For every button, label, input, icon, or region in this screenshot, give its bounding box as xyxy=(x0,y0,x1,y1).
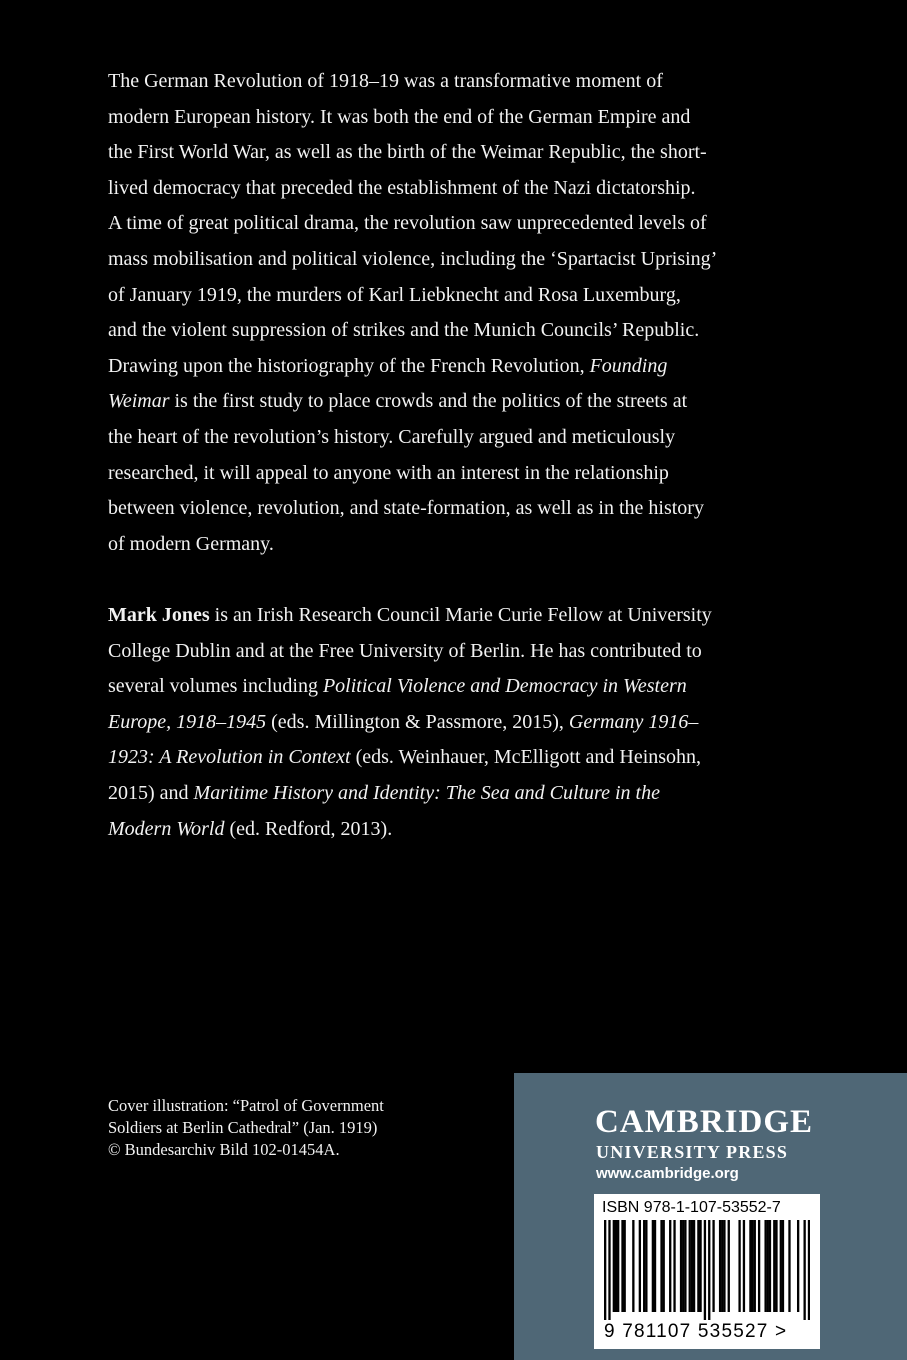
publisher-url: www.cambridge.org xyxy=(596,1165,739,1182)
barcode-box xyxy=(594,1194,820,1349)
bio-line xyxy=(108,812,798,848)
bio-text: 2015) and xyxy=(108,781,194,804)
publisher-panel xyxy=(514,1073,907,1360)
book-title-italic: Founding xyxy=(589,354,668,377)
volume-title-italic: Europe, 1918–1945 xyxy=(108,710,267,733)
credit-line: Cover illustration: “Patrol of Government xyxy=(108,1096,384,1115)
barcode-bar xyxy=(743,1220,745,1312)
barcode-icon xyxy=(604,1220,810,1320)
bio-line: College Dublin and at the Free University of Berlin. He has contributed to xyxy=(108,639,702,662)
publisher-name: CAMBRIDGE xyxy=(595,1104,814,1140)
barcode-bar xyxy=(699,1220,701,1312)
barcode-bar xyxy=(769,1220,771,1312)
barcode-bar xyxy=(684,1220,686,1312)
barcode-bar xyxy=(693,1220,695,1312)
barcode-bar xyxy=(721,1220,723,1312)
author-bio xyxy=(108,598,798,847)
barcode-bar xyxy=(632,1220,634,1312)
description-text: Drawing upon the historiography of the French Revolution, xyxy=(108,354,590,377)
description-text: is the first study to place crowds and the politics of the streets at xyxy=(169,390,688,413)
barcode-bar xyxy=(767,1220,769,1312)
barcode-bar xyxy=(708,1220,710,1320)
barcode-bar xyxy=(617,1220,619,1312)
barcode-bar xyxy=(754,1220,756,1312)
description-line: researched, it will appeal to anyone with an interest in the relationship xyxy=(108,461,669,484)
barcode-bar xyxy=(782,1220,784,1312)
bio-line xyxy=(108,705,798,741)
bio-line xyxy=(108,598,798,634)
author-name: Mark Jones xyxy=(108,604,210,626)
volume-title-italic: Germany 1916– xyxy=(568,710,699,733)
cover-credit xyxy=(108,1095,384,1161)
barcode-bar xyxy=(615,1220,617,1312)
barcode-bar xyxy=(712,1220,714,1312)
credit-line: © Bundesarchiv Bild 102-01454A. xyxy=(108,1140,340,1159)
barcode-bar xyxy=(669,1220,671,1312)
barcode-bar xyxy=(654,1220,656,1312)
barcode-bar xyxy=(773,1220,775,1312)
volume-title-italic: Political Violence and Democracy in Western xyxy=(322,675,687,698)
barcode-bar xyxy=(604,1220,606,1320)
description-line: lived democracy that preceded the establishment of the Nazi dictatorship. xyxy=(108,176,696,199)
isbn-label: ISBN 978-1-107-53552-7 xyxy=(602,1199,781,1216)
barcode-bar xyxy=(639,1220,641,1312)
barcode-bar xyxy=(749,1220,751,1312)
barcode-bar xyxy=(751,1220,753,1312)
barcode-digits: 9 781107 535527 > xyxy=(604,1321,788,1342)
bio-text: (ed. Redford, 2013). xyxy=(224,817,393,840)
bio-text: is an Irish Research Council Marie Curie Fellow at University xyxy=(209,604,712,626)
barcode-bar xyxy=(723,1220,725,1312)
description-line xyxy=(108,384,798,420)
barcode-bar xyxy=(621,1220,623,1312)
publisher-press: UNIVERSITY PRESS xyxy=(596,1142,789,1162)
barcode-bar xyxy=(673,1220,675,1312)
barcode-bar xyxy=(660,1220,662,1312)
barcode-bar xyxy=(645,1220,647,1312)
barcode-bar xyxy=(788,1220,790,1312)
bio-line xyxy=(108,669,798,705)
barcode-bar xyxy=(652,1220,654,1312)
barcode-bar xyxy=(764,1220,766,1312)
barcode-bar xyxy=(758,1220,760,1312)
volume-title-italic: Maritime History and Identity: The Sea and Culture in the xyxy=(193,781,660,804)
description-line: the First World War, as well as the birth of the Weimar Republic, the short- xyxy=(108,141,707,164)
description-line: The German Revolution of 1918–19 was a transformative moment of xyxy=(108,70,663,92)
barcode-bar xyxy=(680,1220,682,1312)
credit-line: Soldiers at Berlin Cathedral” (Jan. 1919) xyxy=(108,1118,378,1137)
bio-text: (eds. Weinhauer, McElligott and Heinsohn, xyxy=(350,746,702,769)
barcode-bar xyxy=(689,1220,691,1312)
bio-line xyxy=(108,776,798,812)
barcode-bar xyxy=(775,1220,777,1312)
barcode-bar xyxy=(808,1220,810,1320)
description-line: between violence, revolution, and state-formation, as well as in the history xyxy=(108,497,704,520)
barcode-bar xyxy=(691,1220,693,1312)
volume-title-italic: 1923: A Revolution in Context xyxy=(108,746,351,769)
description-line: and the violent suppression of strikes and the Munich Councils’ Republic. xyxy=(108,319,700,342)
description-line: of January 1919, the murders of Karl Liebknecht and Rosa Luxemburg, xyxy=(108,283,681,306)
barcode-bar xyxy=(803,1220,805,1320)
description-line: A time of great political drama, the revolution saw unprecedented levels of xyxy=(108,212,707,235)
barcode-bar xyxy=(738,1220,740,1312)
barcode-bar xyxy=(624,1220,626,1312)
barcode-bar xyxy=(643,1220,645,1312)
description-line: modern European history. It was both the end of the German Empire and xyxy=(108,105,691,128)
barcode-bar xyxy=(728,1220,730,1312)
barcode-bar xyxy=(697,1220,699,1312)
barcode-bar xyxy=(608,1220,610,1320)
volume-title-italic: Modern World xyxy=(108,817,225,840)
description-line xyxy=(108,349,798,385)
description-line: mass mobilisation and political violence, including the ‘Spartacist Uprising’ xyxy=(108,247,718,270)
barcode-bar xyxy=(719,1220,721,1312)
barcode-bar xyxy=(704,1220,706,1320)
barcode-bar xyxy=(682,1220,684,1312)
barcode-bar xyxy=(797,1220,799,1312)
barcode-bar xyxy=(780,1220,782,1312)
description-line: the heart of the revolution’s history. Carefully argued and meticulously xyxy=(108,425,676,448)
barcode-bar xyxy=(663,1220,665,1312)
bio-text: (eds. Millington & Passmore, 2015), xyxy=(266,710,569,733)
book-title-italic: Weimar xyxy=(108,390,170,413)
book-description xyxy=(108,64,798,562)
bio-line xyxy=(108,740,798,776)
description-line: of modern Germany. xyxy=(108,532,274,555)
bio-text: several volumes including xyxy=(108,675,323,698)
barcode-bar xyxy=(613,1220,615,1312)
